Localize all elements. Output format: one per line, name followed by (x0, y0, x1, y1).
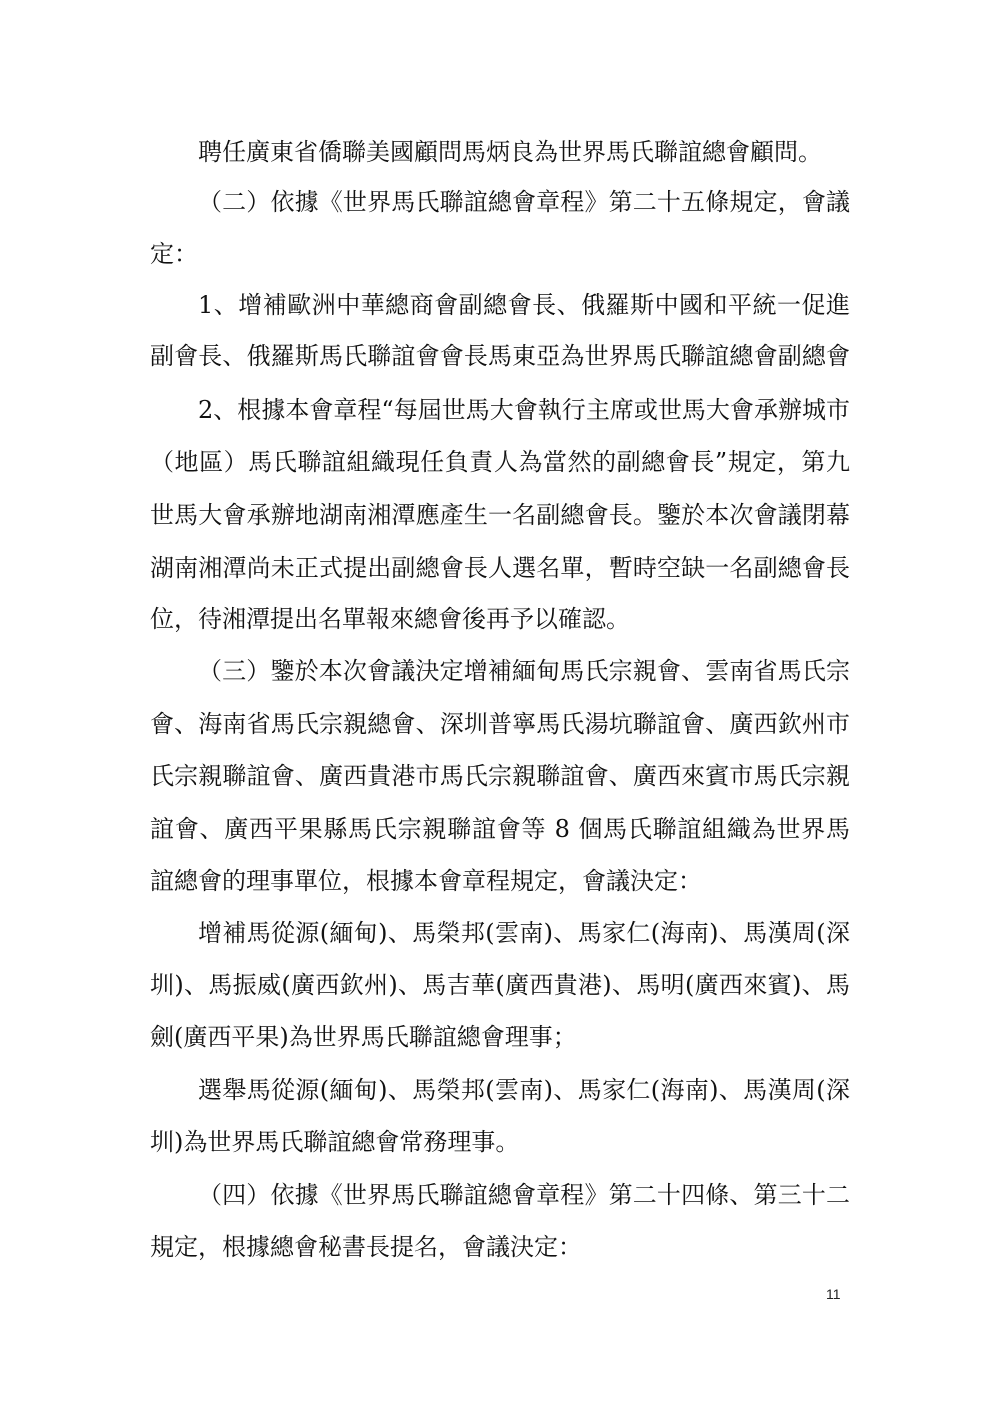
text-line: （二）依據《世界馬氏聯誼總會章程》第二十五條規定，會議 (198, 188, 850, 216)
text-line: （地區）馬氏聯誼組織現任負責人為當然的副總會長”規定，第九 (150, 448, 850, 476)
text-line: 劍(廣西平果)為世界馬氏聯誼總會理事； (150, 1023, 577, 1051)
text-line: 圳)、馬振威(廣西欽州)、馬吉華(廣西貴港)、馬明(廣西來賓)、馬 (150, 971, 850, 999)
text-line: 會、海南省馬氏宗親總會、深圳普寧馬氏湯坑聯誼會、廣西欽州市 (150, 710, 850, 738)
text-line: 聘任廣東省僑聯美國顧問馬炳良為世界馬氏聯誼總會顧問。 (198, 138, 822, 166)
text-line: （四）依據《世界馬氏聯誼總會章程》第二十四條、第三十二 (198, 1181, 850, 1209)
text-line: 2、根據本會章程“每屆世馬大會執行主席或世馬大會承辦城市 (198, 396, 850, 424)
text-line: （三）鑒於本次會議決定增補緬甸馬氏宗親會、雲南省馬氏宗 (198, 657, 850, 685)
text-line: 位，待湘潭提出名單報來總會後再予以確認。 (150, 605, 630, 633)
text-line: 副會長、俄羅斯馬氏聯誼會會長馬東亞為世界馬氏聯誼總會副總會 (150, 342, 850, 370)
text-line: 定： (150, 240, 198, 268)
text-line: 誼會、廣西平果縣馬氏宗親聯誼會等 8 個馬氏聯誼組織為世界馬 (150, 815, 850, 843)
text-line: 規定，根據總會秘書長提名，會議決定： (150, 1233, 582, 1261)
text-line: 1、增補歐洲中華總商會副總會長、俄羅斯中國和平統一促進 (198, 291, 850, 319)
page-number: 11 (826, 1286, 841, 1302)
text-line: 增補馬從源(緬甸)、馬榮邦(雲南)、馬家仁(海南)、馬漢周(深 (198, 919, 850, 947)
text-line: 氏宗親聯誼會、廣西貴港市馬氏宗親聯誼會、廣西來賓市馬氏宗親 (150, 762, 850, 790)
text-line: 選舉馬從源(緬甸)、馬榮邦(雲南)、馬家仁(海南)、馬漢周(深 (198, 1076, 850, 1104)
text-line: 世馬大會承辦地湖南湘潭應產生一名副總會長。鑒於本次會議閉幕 (150, 501, 850, 529)
text-line: 誼總會的理事單位，根據本會章程規定，會議決定： (150, 867, 702, 895)
text-line: 湖南湘潭尚未正式提出副總會長人選名單，暫時空缺一名副總會長 (150, 554, 850, 582)
text-line: 圳)為世界馬氏聯誼總會常務理事。 (150, 1128, 520, 1156)
